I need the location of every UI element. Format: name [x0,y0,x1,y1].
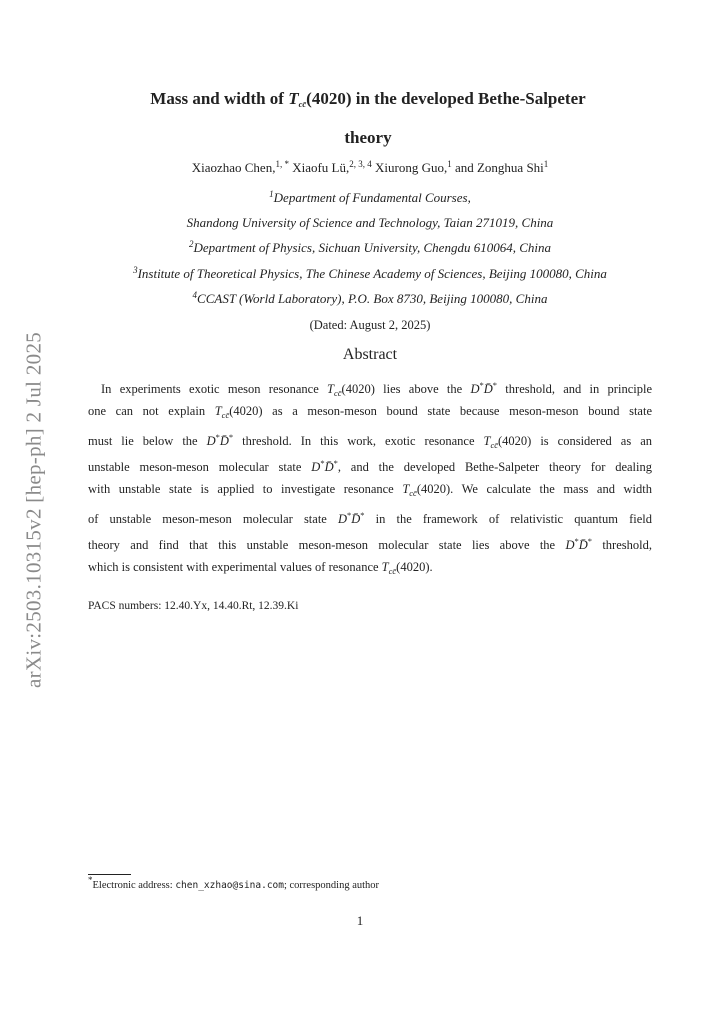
author-list: Xiaozhao Chen,$^{1, *}$ Xiaofu Lü,$^{2, 3, 4}$ Xiurong Guo,$^1$ and Zonghua Shi$^1$ [191,159,549,175]
author-name: Xiurong Guo, [371,160,448,175]
arxiv-side-stamp: arXiv:2503.10315v2 [hep-ph] 2 Jul 2025 [21,331,46,689]
abstract-heading: Abstract [342,346,398,363]
abstract-line: with unstable state is applied to investigate resonance $T_{cc̄}(4020)$. We calculate the mass and width [88,482,652,498]
author-name: and Zonghua Shi [451,160,544,175]
affiliation: Shandong University of Science and Technology, Taian 271019, China [186,215,554,230]
page-number: 1 [356,913,364,928]
abstract-line: unstable meson-meson molecular state D*D̄*, and the developed Bethe-Salpeter theory for dealing [88,458,652,474]
affiliation: $^4$CCAST (World Laboratory), P.O. Box 8730, Beijing 100080, China [192,290,548,306]
abstract-body [88,372,652,580]
abstract-line: which is consistent with experimental values of resonance $T_{cc̄}(4020)$. [88,560,433,576]
author-name: Xiaofu Lü, [288,160,350,175]
author-name: Xiaozhao Chen, [191,160,276,175]
abstract-line: theory and find that this unstable meson-meson molecular state lies above the D*D̄* threshold, [88,536,652,552]
affiliation: $^2$Department of Physics, Sichuan University, Chengdu 610064, China [189,239,551,255]
affiliation: $^1$Department of Fundamental Courses, [269,189,471,205]
abstract-line: one can not explain $T_{cc̄}(4020)$ as a meson-meson bound state because meson-meson bound state [88,404,652,420]
abstract-line: In experiments exotic meson resonance $T_{cc̄}(4020)$ lies above the D*D̄* threshold, and in principle [101,380,652,398]
footnote-rule [88,874,131,875]
email-address: chen_xzhao@sina.com [175,880,284,891]
affiliation: $^3$Institute of Theoretical Physics, The Chinese Academy of Sciences, Beijing 100080, China [133,265,607,281]
footnote: *Electronic address: chen_xzhao@sina.com; corresponding author [88,875,380,891]
dated-line: (Dated: August 2, 2025) [309,318,431,332]
abstract-line: must lie below the D*D̄* threshold. In this work, exotic resonance $T_{cc̄}(4020)$ is considered as an [88,432,652,450]
pacs-numbers: PACS numbers: 12.40.Yx, 14.40.Rt, 12.39.Ki [88,600,299,612]
abstract-line: of unstable meson-meson molecular state D*D̄* in the framework of relativistic quantum field [88,510,652,526]
paper-title: Mass and width of $T_{cc̄}(4020)$ in the developed Bethe-Salpeter theory [150,89,586,147]
